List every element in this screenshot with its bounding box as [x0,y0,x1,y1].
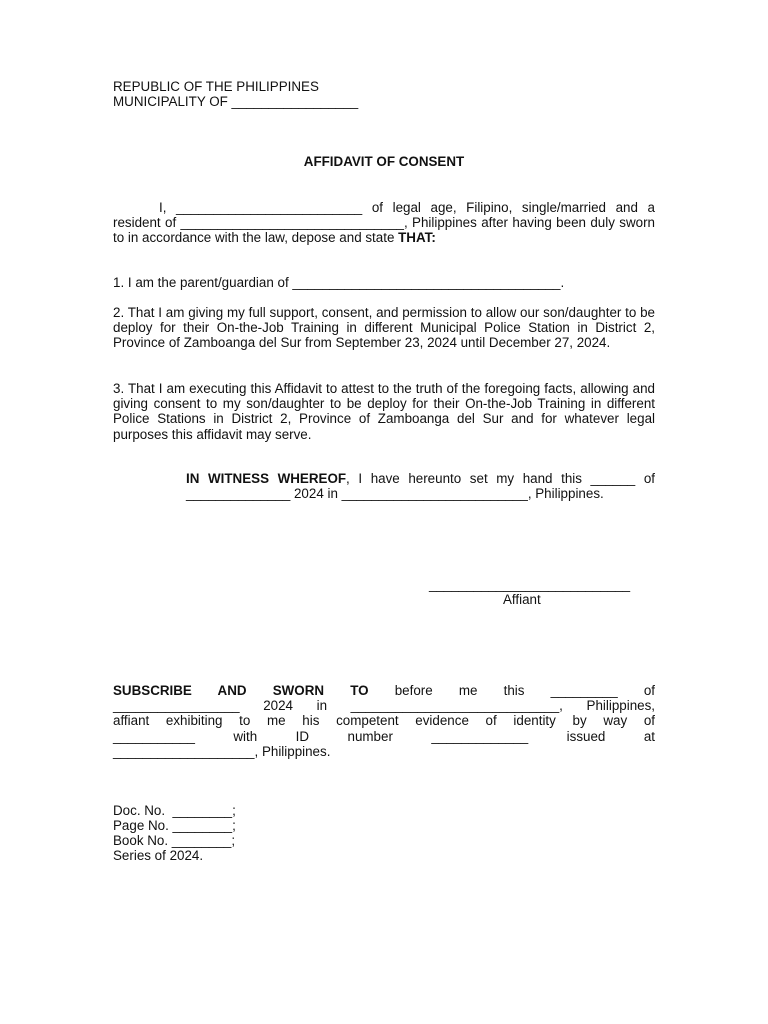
document-title: AFFIDAVIT OF CONSENT [303,154,465,169]
document-header [113,79,358,109]
paragraph-2: 2. That I am giving my full support, consent, and permission to allow our son/daughter to be deploy for their On-the-Job Training in different Municipal Police Station in District 2, Province of Zamboanga del Sur from September 23, 2024 until December 27, 2024. [113,305,655,351]
intro-paragraph [113,200,655,246]
subscribe-line-5: ___________________, Philippines. [113,743,331,759]
notary-book-no: Book No. ________; [113,833,236,848]
affiant-label: Affiant [503,592,541,607]
notary-page-no: Page No. ________; [113,818,236,833]
subscribe-line-2: _________________ 2024 in ____________________________, Philippines, [113,698,655,714]
paragraph-1: 1. I am the parent/guardian of ____________________________________. [113,275,565,290]
paragraph-3: 3. That I am executing this Affidavit to attest to the truth of the foregoing facts, allowing and giving consent to my son/daughter to be deploy for their On-the-Job Training in different Police Stations in District 2, Province of Zamboanga del Sur and for whatever legal purposes this affidavit may serve. [113,381,655,442]
witness-paragraph [186,471,655,501]
intro-text: I, _________________________ of legal age, Filipino, single/married and a resident of ______________________________, Philippines after having been duly sworn to in accordance with the law, depose and state [113,200,655,246]
intro-bold-that: THAT: [398,230,436,246]
header-municipality: MUNICIPALITY OF _________________ [113,94,359,109]
subscribe-line-3: affiant exhibiting to me his competent evidence of identity by way of [113,713,655,729]
header-republic: REPUBLIC OF THE PHILIPPINES [113,79,319,94]
subscribe-line-1 [113,683,655,698]
witness-bold: IN WITNESS WHEREOF [186,471,347,486]
witness-text: , I have hereunto set my hand this ______ of ______________ 2024 in _________________________, Philippines. [186,471,656,502]
notary-series: Series of 2024. [113,848,204,863]
affiant-signature-line: ___________________________ [429,577,631,592]
subscribe-line-4: ___________ with ID number _____________ issued at [113,728,655,744]
subscribe-line-1-rest: before me this _________ of [368,683,655,698]
notary-block [113,803,236,863]
subscribe-paragraph [113,683,655,759]
notary-doc-no: Doc. No. ________; [113,803,236,818]
subscribe-bold: SUBSCRIBE AND SWORN TO [113,683,369,698]
